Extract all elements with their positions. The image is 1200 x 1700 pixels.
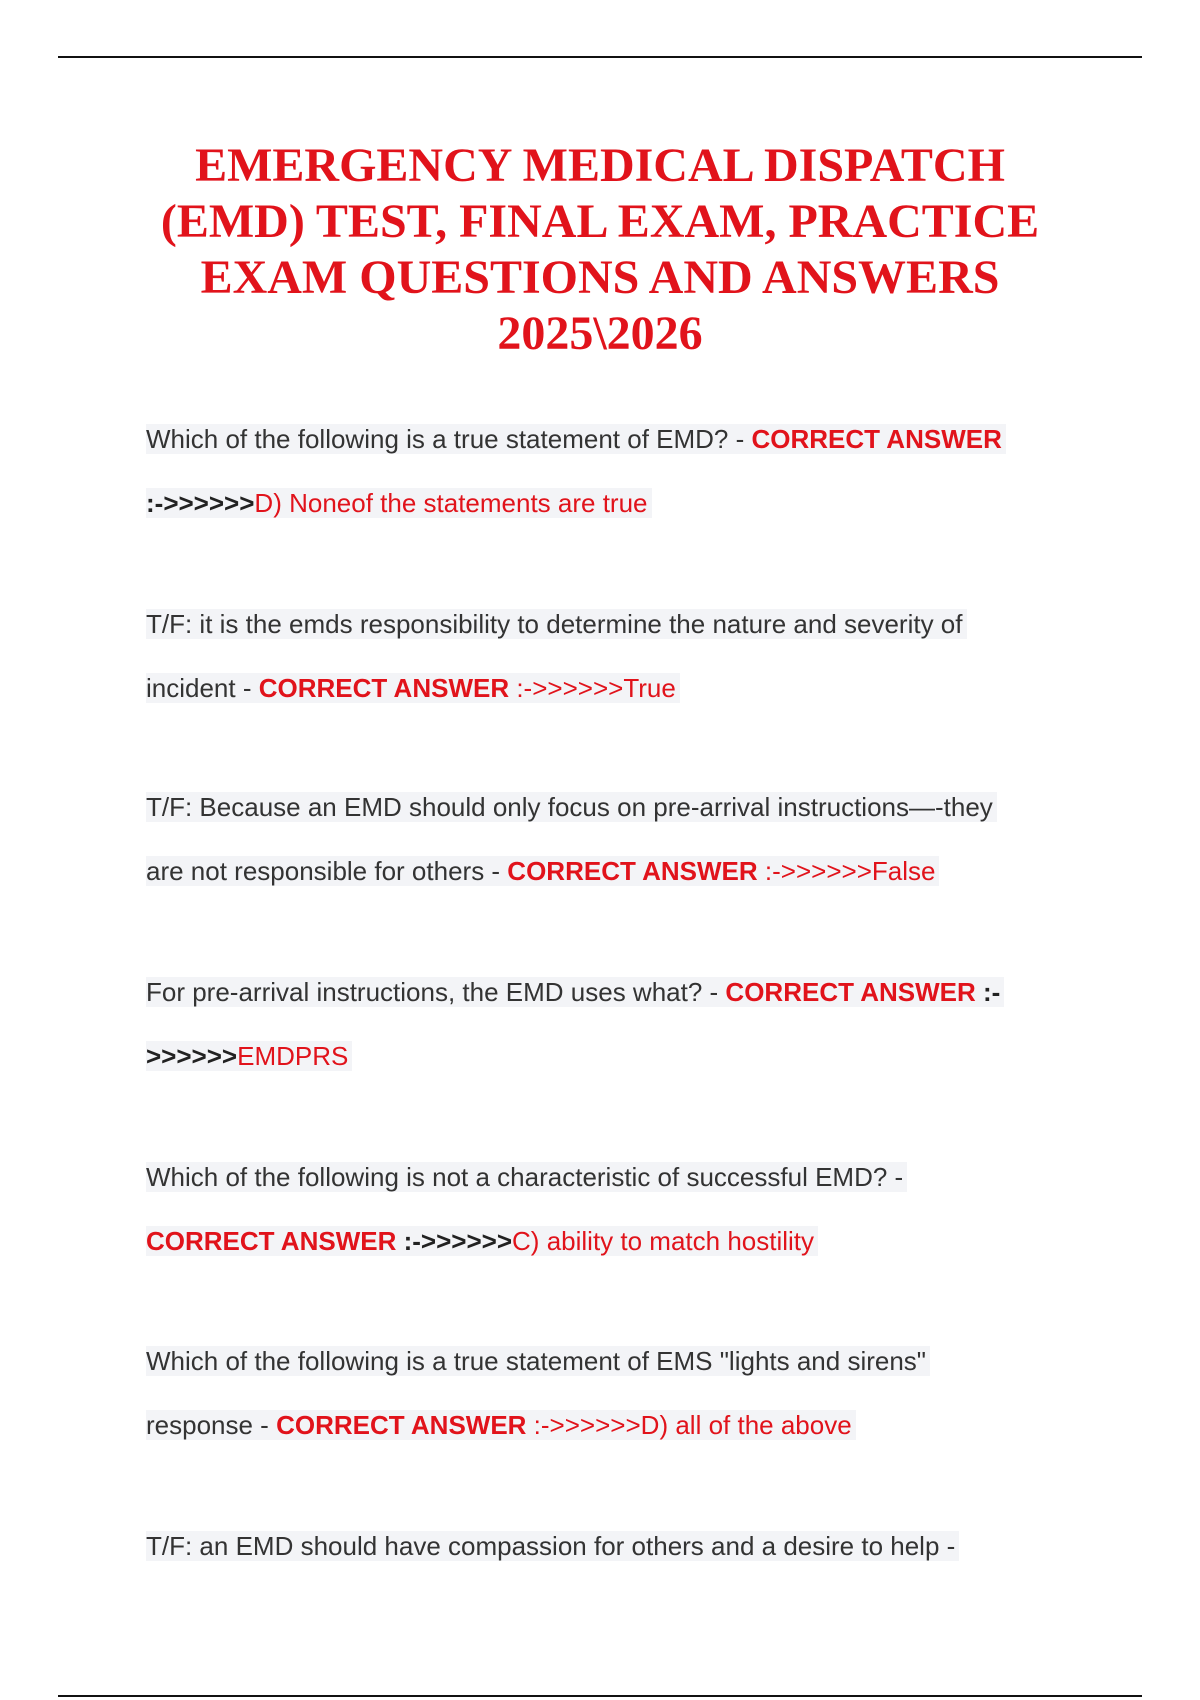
qa-item xyxy=(146,1145,1086,1273)
answer-line xyxy=(146,656,1086,720)
answer-arrow: :- xyxy=(975,977,1001,1007)
question-text: T/F: it is the emds responsibility to determine the nature and severity of xyxy=(146,609,963,639)
question-text: Which of the following is not a characteristic of successful EMD? - xyxy=(146,1162,904,1192)
question-text: Which of the following is a true statement of EMS "lights and sirens" xyxy=(146,1346,927,1376)
correct-answer-label: CORRECT ANSWER xyxy=(751,424,1002,454)
answer-line xyxy=(146,839,1086,903)
bottom-rule xyxy=(58,1695,1142,1697)
question-line xyxy=(146,1329,1086,1393)
question-line xyxy=(146,592,1086,656)
answer-text: C) ability to match hostility xyxy=(512,1226,815,1256)
question-text: T/F: Because an EMD should only focus on pre-arrival instructions—-they xyxy=(146,792,993,822)
answer-text: D) all of the above xyxy=(640,1410,852,1440)
question-line xyxy=(146,775,1086,839)
correct-answer-label: CORRECT ANSWER xyxy=(258,673,510,703)
answer-arrow: :->>>>>> xyxy=(509,673,624,703)
title-line: (EMD) TEST, FINAL EXAM, PRACTICE xyxy=(160,195,1040,248)
question-line xyxy=(146,407,1086,471)
question-text: For pre-arrival instructions, the EMD uses what? - xyxy=(146,977,726,1007)
question-text-cont: incident - xyxy=(146,673,259,703)
qa-item xyxy=(146,1329,1086,1457)
answer-arrow: :->>>>>> xyxy=(757,856,872,886)
answer-line xyxy=(146,471,1086,535)
answer-text: False xyxy=(871,856,936,886)
qa-item xyxy=(146,407,1086,535)
question-line xyxy=(146,1514,1086,1578)
top-rule xyxy=(58,56,1142,58)
qa-item xyxy=(146,592,1086,720)
answer-arrow: :->>>>>> xyxy=(396,1226,513,1256)
answer-text: EMDPRS xyxy=(237,1041,349,1071)
answer-arrow: :->>>>>> xyxy=(146,488,255,518)
qa-item xyxy=(146,960,1086,1088)
document-title xyxy=(100,138,1100,362)
answer-arrow: >>>>>> xyxy=(146,1041,238,1071)
qa-item xyxy=(146,1514,1086,1578)
question-line xyxy=(146,960,1086,1024)
correct-answer-label: CORRECT ANSWER xyxy=(725,977,976,1007)
question-text: T/F: an EMD should have compassion for others and a desire to help - xyxy=(146,1531,956,1561)
title-line: EMERGENCY MEDICAL DISPATCH xyxy=(195,139,1005,192)
answer-text: True xyxy=(623,673,676,703)
answer-line xyxy=(146,1024,1086,1088)
answer-line xyxy=(146,1393,1086,1457)
answer-line xyxy=(146,1209,1086,1273)
qa-item xyxy=(146,775,1086,903)
correct-answer-label: CORRECT ANSWER xyxy=(507,856,758,886)
answer-text: D) Noneof the statements are true xyxy=(254,488,648,518)
question-text-cont: are not responsible for others - xyxy=(146,856,508,886)
correct-answer-label: CORRECT ANSWER xyxy=(276,1410,527,1440)
correct-answer-label: CORRECT ANSWER xyxy=(146,1226,397,1256)
title-line: 2025\2026 xyxy=(497,307,703,360)
question-text: Which of the following is a true statement of EMD? - xyxy=(146,424,752,454)
title-line: EXAM QUESTIONS AND ANSWERS xyxy=(200,251,1000,304)
question-text-cont: response - xyxy=(146,1410,277,1440)
question-line xyxy=(146,1145,1086,1209)
answer-arrow: :->>>>>> xyxy=(526,1410,641,1440)
